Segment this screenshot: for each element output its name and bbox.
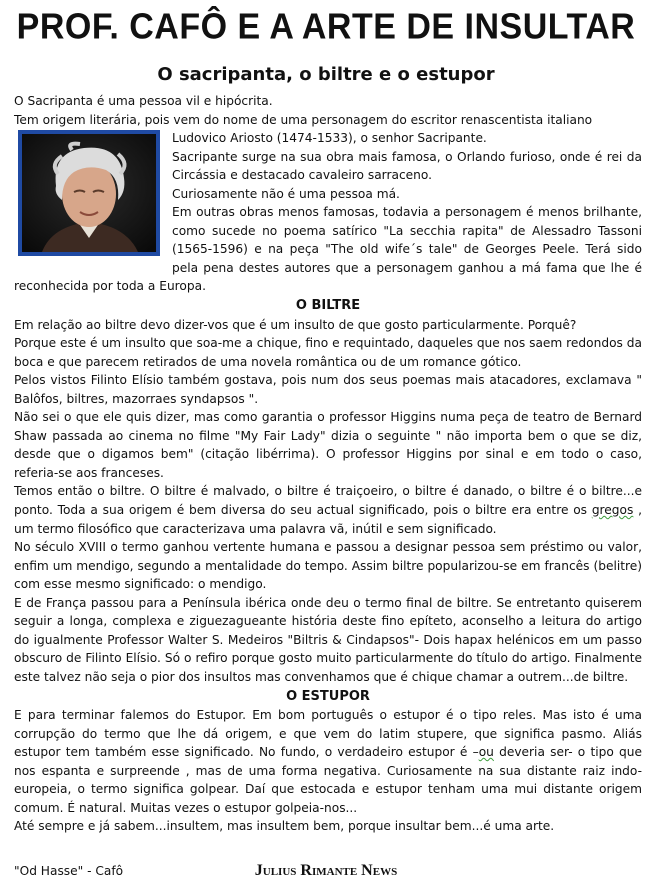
biltre-paragraph-2: Porque este é um insulto que soa-me a chique, fino e requintado, daqueles que nos saem redondos da boca e que parecem retirados de uma novela romântica ou de um romance gótico. [14, 336, 642, 369]
article-body [14, 92, 642, 836]
article-subtitle: O sacripanta, o biltre e o estupor [157, 64, 495, 85]
spellcheck-word-ou: ou [478, 745, 494, 760]
estupor-paragraph-1-part-a: E para terminar falemos do Estupor. Em bom português o estupor é o tipo reles. Mas isto é uma corrupção do termo que lhe dá origem, e que vem do latim stupere, que significa pasmo. Aliás estupor tem também esse significado. No fundo, o verdadeiro estupor é – [14, 708, 642, 760]
biltre-paragraph-5-part-a: Temos então o biltre. O biltre é malvado, o biltre é traiçoeiro, o biltre é danado, o biltre é o biltre...e ponto. Toda a sua origem é bem diversa do seu actual significado, pois o biltre era entre os [14, 484, 642, 518]
estupor-heading: O ESTUPOR [286, 688, 370, 704]
estupor-paragraph-2: Até sempre e já sabem...insultem, mas insultem bem, porque insultar bem...é uma arte. [14, 819, 555, 834]
author-portrait-icon [22, 134, 156, 252]
intro-paragraph-5: Em outras obras menos famosas, todavia a personagem é menos brilhante, como sucede no poema satírico "La secchia rapita" de Alessadro Tassoni (1565-1596) e na peça "The old wife´s tale" de Georges Peele. Terá sido pela pena destes autores que a personagem ganhou a má fama que lhe é reconhecida por toda a Europa. [14, 205, 642, 294]
author-portrait-photo [18, 130, 160, 256]
article-title: PROF. CAFÔ E A ARTE DE INSULTAR [16, 7, 636, 47]
intro-paragraph-1: O Sacripanta é uma pessoa vil e hipócrita. [14, 94, 273, 108]
biltre-paragraph-4: Não sei o que ele quis dizer, mas como garantia o professor Higgins numa peça de teatro de Bernard Shaw passada ao cinema no filme "My Fair Lady" dizia o seguinte " não importa bem o que se diz, desde que o digamos bem" (citação libérrima). O professor Higgins por sinal e em todo o caso, referia-se aos franceses. [14, 410, 642, 480]
biltre-paragraph-5-part-c: , um termo filosófico que caracterizava uma palavra vã, inútil e sem significado. [14, 503, 642, 536]
estupor-paragraph-1-part-c: deveria ser- o tipo que nos espanta e surpreende , mas de uma forma negativa. Curiosamente na sua distante raiz indo-europeia, o termo significa golpear. Daí que estocada e estupor tenham uma mui distante origem comum. É natural. Muitas vezes o estupor golpeia-nos... [14, 745, 642, 815]
biltre-paragraph-6: No século XVIII o termo ganhou vertente humana e passou a designar pessoa sem préstimo ou valor, enfim um mendigo, segundo a mentalidade do tempo. Assim biltre popularizou-se em francês (belitre) com esse mesmo significado: o mendigo. [14, 540, 642, 592]
intro-paragraph-2-rest: Ludovico Ariosto (1474-1533), o senhor Sacripante. [172, 131, 487, 146]
biltre-paragraph-7: E de França passou para a Península ibérica onde deu o termo final de biltre. Se entretanto quiserem seguir a longa, complexa e ziguezagueante história deste fino epíteto, aconselho a leitura do artigo do igualmente Professor Walter S. Medeiros "Biltris & Cindapsos"- Dois hapax helénicos em um passo obscuro de Filinto Elísio. Só o refiro porque gosto muito particularmente do título do artigo. Finalmente este talvez não seja o pior dos insultos mas convenhamos que é chique chamar a outrem...de biltre. [14, 595, 642, 684]
intro-paragraph-4: Curiosamente não é uma pessoa má. [172, 186, 400, 201]
spellcheck-word-gregos: gregos [591, 503, 634, 518]
intro-paragraph-3: Sacripante surge na sua obra mais famosa, o Orlando furioso, onde é rei da Circássia e destacado cavaleiro sarraceno. [172, 149, 642, 183]
biltre-heading: O BILTRE [295, 298, 361, 314]
author-credit: "Od Hasse" - Cafô [14, 864, 124, 878]
publication-name: Julius Rimante News [254, 862, 398, 879]
biltre-paragraph-3: Pelos vistos Filinto Elísio também gostava, pois num dos seus poemas mais atacadores, exclamava " Balôfos, biltres, mazorraes syndapsos ". [14, 373, 642, 406]
biltre-paragraph-5 [14, 482, 642, 538]
biltre-paragraph-1: Em relação ao biltre devo dizer-vos que é um insulto de que gosto particularmente. Porquê? [14, 317, 577, 332]
intro-paragraph-2-start: Tem origem literária, pois vem do nome de uma personagem do escritor renascentista italiano [14, 112, 593, 127]
estupor-paragraph-1 [14, 706, 642, 817]
